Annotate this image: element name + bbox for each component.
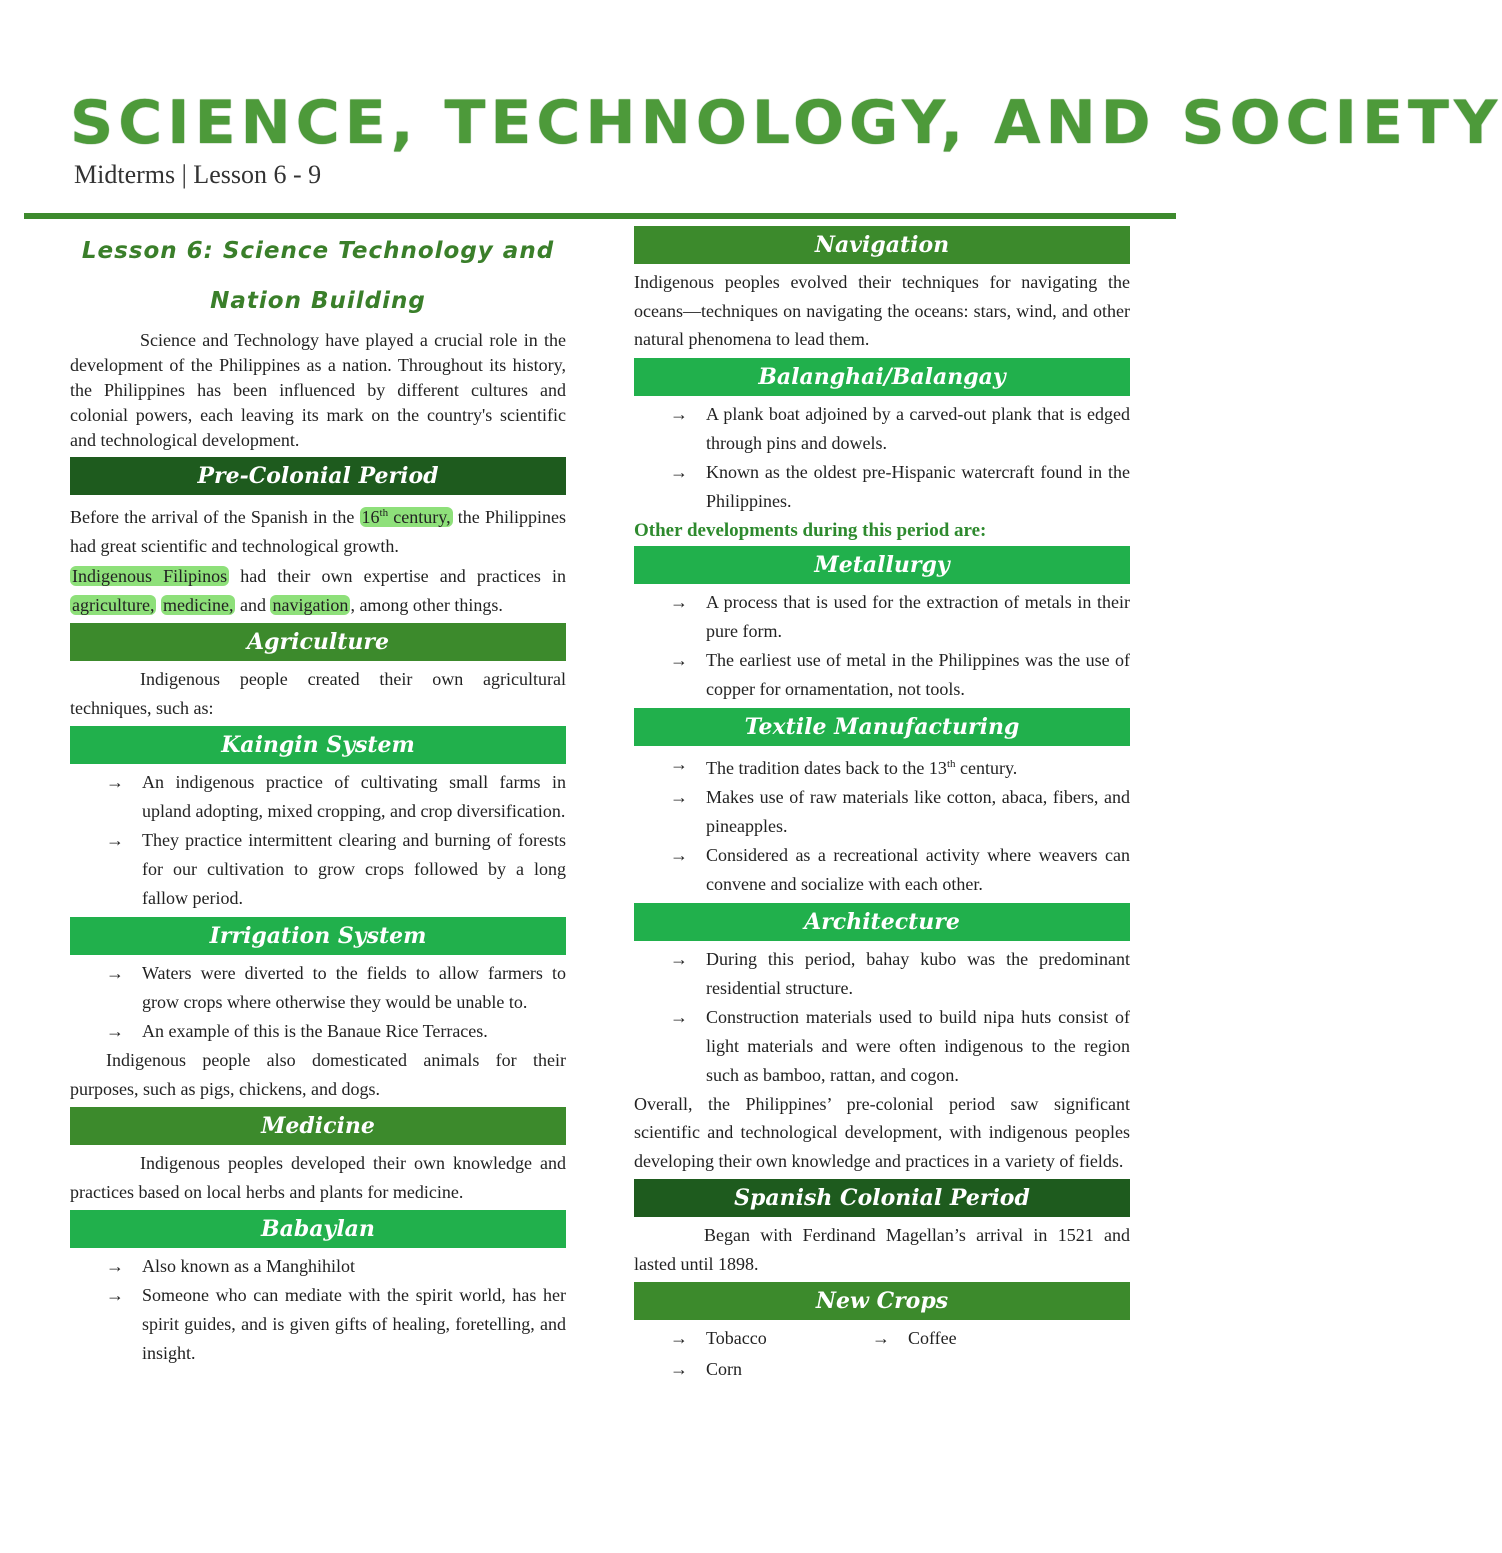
list-item (872, 1324, 957, 1353)
list-item-text: Someone who can mediate with the spirit world, has her spirit guides, and is given gifts of healing, foretelling, and insight. (142, 1285, 566, 1363)
intro-paragraph: Science and Technology have played a crucial role in the development of the Philippines as a nation. Throughout its history, the Philippines has been influenced by different cultures and colonial powers, each leaving its mark on the country's scientific and technological development. (70, 330, 566, 450)
lesson-title (70, 226, 566, 326)
text-span: 16 (361, 507, 380, 527)
arrow-icon: → (872, 1328, 890, 1348)
domesticated-animals-paragraph: Indigenous people also domesticated animals for their purposes, such as pigs, chickens, and dogs. (70, 1050, 566, 1099)
arrow-icon: → (106, 1285, 124, 1305)
other-developments-label: Other developments during this period are: (634, 519, 987, 541)
list-item-text: Corn (706, 1359, 742, 1379)
arrow-icon: → (670, 786, 688, 807)
text-span: and (235, 594, 271, 615)
heading-new-crops: New Crops (634, 1282, 1130, 1320)
arrow-icon: → (106, 830, 124, 850)
text-span: had their own expertise and practices in (229, 566, 567, 586)
heading-navigation: Navigation (634, 226, 1130, 264)
highlight-medicine: medicine, (162, 594, 234, 615)
header-divider (24, 213, 1176, 219)
document-title: SCIENCE, TECHNOLOGY, AND SOCIETY (70, 88, 1502, 158)
balanghai-list (634, 400, 1130, 516)
list-item-text: century. (955, 757, 1018, 778)
right-column (634, 226, 1130, 1386)
list-item (70, 768, 566, 826)
architecture-list (634, 945, 1130, 1090)
list-item (70, 826, 566, 913)
highlight-indigenous-filipinos: Indigenous Filipinos (72, 566, 228, 586)
heading-textile-manufacturing: Textile Manufacturing (634, 708, 1130, 746)
arrow-icon: → (106, 963, 124, 983)
heading-kaingin-system: Kaingin System (70, 726, 566, 764)
list-item-text: The earliest use of metal in the Philippines was the use of copper for ornamentation, not tools. (706, 649, 1130, 699)
arrow-icon: → (670, 753, 688, 774)
new-crops-list (634, 1324, 1130, 1386)
heading-metallurgy: Metallurgy (634, 546, 1130, 584)
lesson-title-line-1: Lesson 6: Science Technology and (81, 238, 555, 264)
list-item (70, 1017, 566, 1046)
list-item-text: Waters were diverted to the fields to allow farmers to grow crops where otherwise they would be unable to. (142, 963, 566, 1012)
navigation-paragraph: Indigenous peoples evolved their techniques for navigating the oceans—techniques on navigating the oceans: stars, wind, and other natural phenomena to lead them. (634, 272, 1130, 349)
highlight-agriculture: agriculture, (72, 594, 155, 615)
arrow-icon: → (670, 1006, 688, 1027)
list-item-text: A plank boat adjoined by a carved-out plank that is edged through pins and dowels. (706, 403, 1130, 453)
arrow-icon: → (670, 403, 688, 424)
spanish-paragraph: Began with Ferdinand Magellan’s arrival in 1521 and lasted until 1898. (634, 1225, 1130, 1274)
heading-pre-colonial: Pre-Colonial Period (70, 457, 566, 495)
superscript: th (946, 757, 956, 770)
heading-irrigation-system: Irrigation System (70, 917, 566, 955)
list-item (70, 1281, 566, 1368)
list-item (634, 1003, 1130, 1090)
metallurgy-list (634, 588, 1130, 704)
overall-paragraph: Overall, the Philippines’ pre-colonial period saw significant scientific and technological development, with indigenous peoples developing their own knowledge and practices in a variety of fields. (634, 1093, 1130, 1171)
arrow-icon: → (670, 948, 688, 969)
text-span: the Philippines had great scientific and technological growth. (70, 507, 566, 556)
document-subtitle: Midterms | Lesson 6 - 9 (74, 160, 322, 189)
list-item (634, 1355, 742, 1384)
babaylan-list (70, 1252, 566, 1368)
list-item-text: Also known as a Manghihilot (142, 1256, 355, 1276)
heading-architecture: Architecture (634, 903, 1130, 941)
list-item (634, 783, 1130, 841)
list-item (634, 750, 1130, 783)
list-item-text: Makes use of raw materials like cotton, abaca, fibers, and pineapples. (706, 786, 1130, 836)
superscript: th (379, 507, 389, 519)
list-item (70, 959, 566, 1017)
text-span: Before the arrival of the Spanish in the (70, 507, 360, 527)
arrow-icon: → (670, 844, 688, 865)
agriculture-paragraph: Indigenous people created their own agricultural techniques, such as: (70, 669, 566, 718)
text-span: , among other things. (350, 594, 503, 615)
list-item-text: Tobacco (706, 1328, 767, 1348)
textile-list (634, 750, 1130, 899)
arrow-icon: → (670, 1328, 688, 1348)
precolonial-paragraph-2 (70, 562, 566, 619)
list-item-text: An example of this is the Banaue Rice Terraces. (142, 1021, 488, 1041)
list-item (634, 588, 1130, 646)
list-item-text: They practice intermittent clearing and burning of forests for our cultivation to grow crops followed by a long fallow period. (142, 830, 566, 908)
text-span: century, (388, 507, 451, 527)
list-item-text: An indigenous practice of cultivating small farms in upland adopting, mixed cropping, and crop diversification. (142, 772, 566, 821)
arrow-icon: → (670, 649, 688, 670)
irrigation-list (70, 959, 566, 1046)
medicine-paragraph: Indigenous peoples developed their own knowledge and practices based on local herbs and plants for medicine. (70, 1153, 566, 1202)
heading-balanghai: Balanghai/Balangay (634, 358, 1130, 396)
list-item-text: Construction materials used to build nipa huts consist of light materials and were often indigenous to the region such as bamboo, rattan, and cogon. (706, 1006, 1130, 1085)
highlight-16th-century (360, 507, 453, 527)
list-item-text: Considered as a recreational activity where weavers can convene and socialize with each other. (706, 844, 1130, 894)
list-item-text: A process that is used for the extraction of metals in their pure form. (706, 591, 1130, 641)
highlight-navigation: navigation (272, 594, 349, 615)
list-item (634, 646, 1130, 704)
heading-spanish-colonial: Spanish Colonial Period (634, 1179, 1130, 1217)
precolonial-paragraph-1 (70, 499, 566, 560)
list-item (634, 945, 1130, 1003)
lesson-title-line-2: Nation Building (210, 288, 426, 314)
list-item-text: The tradition dates back to the 13 (706, 757, 947, 778)
heading-medicine: Medicine (70, 1107, 566, 1145)
arrow-icon: → (670, 461, 688, 482)
heading-babaylan: Babaylan (70, 1210, 566, 1248)
arrow-icon: → (106, 772, 124, 792)
kaingin-list (70, 768, 566, 913)
list-item (634, 458, 1130, 516)
arrow-icon: → (106, 1256, 124, 1276)
list-item (634, 841, 1130, 899)
arrow-icon: → (106, 1021, 124, 1041)
arrow-icon: → (670, 1359, 688, 1379)
list-item-text: During this period, bahay kubo was the predominant residential structure. (706, 948, 1130, 998)
heading-agriculture: Agriculture (70, 623, 566, 661)
list-item-text: Known as the oldest pre-Hispanic watercraft found in the Philippines. (706, 461, 1130, 511)
arrow-icon: → (670, 591, 688, 612)
list-item-text: Coffee (908, 1328, 957, 1348)
list-item (70, 1252, 566, 1281)
left-column (70, 226, 566, 1368)
list-item (634, 1324, 767, 1353)
list-item (634, 400, 1130, 458)
